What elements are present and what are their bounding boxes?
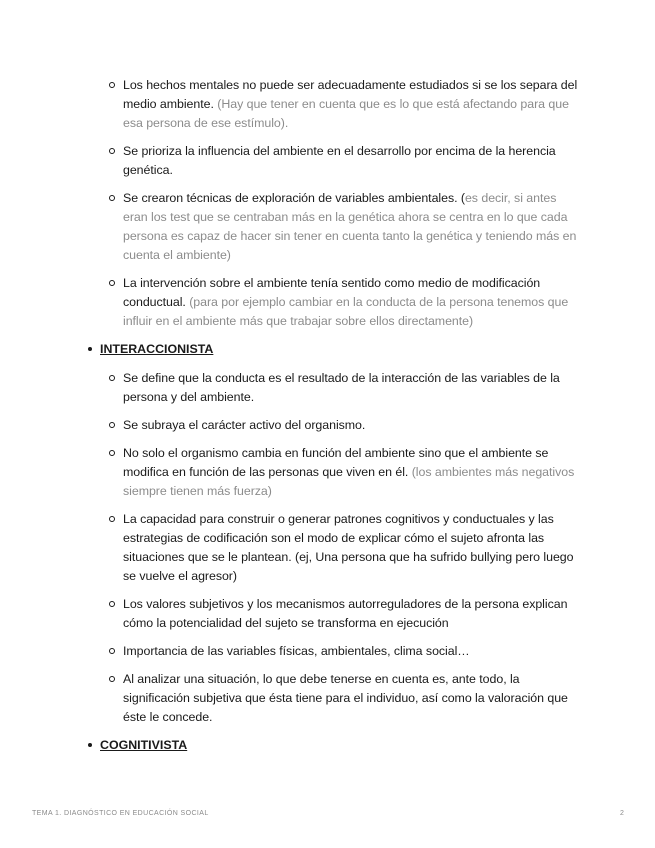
item-text: Los valores subjetivos y los mecanismos autorreguladores de la persona explican cómo la potencialidad del sujeto se transforma en ejecución [123,597,568,630]
hollow-bullet-icon [109,82,115,88]
list-item [123,510,583,586]
list-item [123,595,583,633]
item-text: Se crearon técnicas de exploración de variables ambientales. ( [123,191,465,205]
item-text: Se subraya el carácter activo del organismo. [123,418,366,432]
item-text: La intervención sobre el ambiente tenía sentido como medio de modificación conductual. [123,276,541,309]
item-note: (los ambientes más negativos siempre tienen más fuerza) [123,465,575,498]
item-text: No solo el organismo cambia en función del ambiente sino que el ambiente se modifica en función de las personas que viven en él. [123,446,549,479]
item-text: Importancia de las variables físicas, ambientales, clima social… [123,644,470,658]
section-heading-interaccionista [100,340,655,359]
list-item [123,369,583,407]
list-item [123,444,583,501]
solid-bullet-icon [88,347,92,351]
section-title: COGNITIVISTA [100,738,188,752]
hollow-bullet-icon [109,450,115,456]
solid-bullet-icon [88,743,92,747]
hollow-bullet-icon [109,148,115,154]
hollow-bullet-icon [109,516,115,522]
hollow-bullet-icon [109,676,115,682]
hollow-bullet-icon [109,648,115,654]
list-item [123,670,583,727]
interaccionista-list [0,369,655,727]
hollow-bullet-icon [109,280,115,286]
item-note: es decir, si antes eran los test que se centraban más en la genética ahora se centra en lo que cada persona es capaz de hacer sin tener en cuenta tanto la genética y teniendo más en cuenta el ambiente) [123,191,577,262]
item-note: (Hay que tener en cuenta que es lo que está afectando para que esa persona de ese estímulo). [123,97,569,130]
list-item [123,142,583,180]
item-text: Se prioriza la influencia del ambiente en el desarrollo por encima de la herencia genética. [123,144,556,177]
item-text: Los hechos mentales no puede ser adecuadamente estudiados si se los separa del medio ambiente. [123,78,578,111]
list-item [123,189,583,265]
section-title: INTERACCIONISTA [100,342,214,356]
item-text: Al analizar una situación, lo que debe tenerse en cuenta es, ante todo, la significación subjetiva que ésta tiene para el individuo, así como la valoración que éste le concede. [123,672,568,724]
list-item [123,642,583,661]
hollow-bullet-icon [109,195,115,201]
hollow-bullet-icon [109,422,115,428]
list-item [123,416,583,435]
footer-title: TEMA 1. DIAGNÓSTICO EN EDUCACIÓN SOCIAL [32,810,209,817]
ambientalista-list [0,76,655,331]
page-number: 2 [620,810,624,817]
hollow-bullet-icon [109,601,115,607]
page-content [0,76,655,765]
list-item [123,274,583,331]
item-text: Se define que la conducta es el resultado de la interacción de las variables de la persona y del ambiente. [123,371,560,404]
section-heading-cognitivista [100,736,655,755]
list-item [123,76,583,133]
item-text: La capacidad para construir o generar patrones cognitivos y conductuales y las estrategias de codificación son el modo de explicar cómo el sujeto afronta las situaciones que se le plantean. (ej, Una persona que ha sufrido bullying pero luego se vuelve el agresor) [123,512,574,583]
item-note: (para por ejemplo cambiar en la conducta de la persona tenemos que influir en el ambiente más que trabajar sobre ellos directamente) [123,295,569,328]
hollow-bullet-icon [109,375,115,381]
